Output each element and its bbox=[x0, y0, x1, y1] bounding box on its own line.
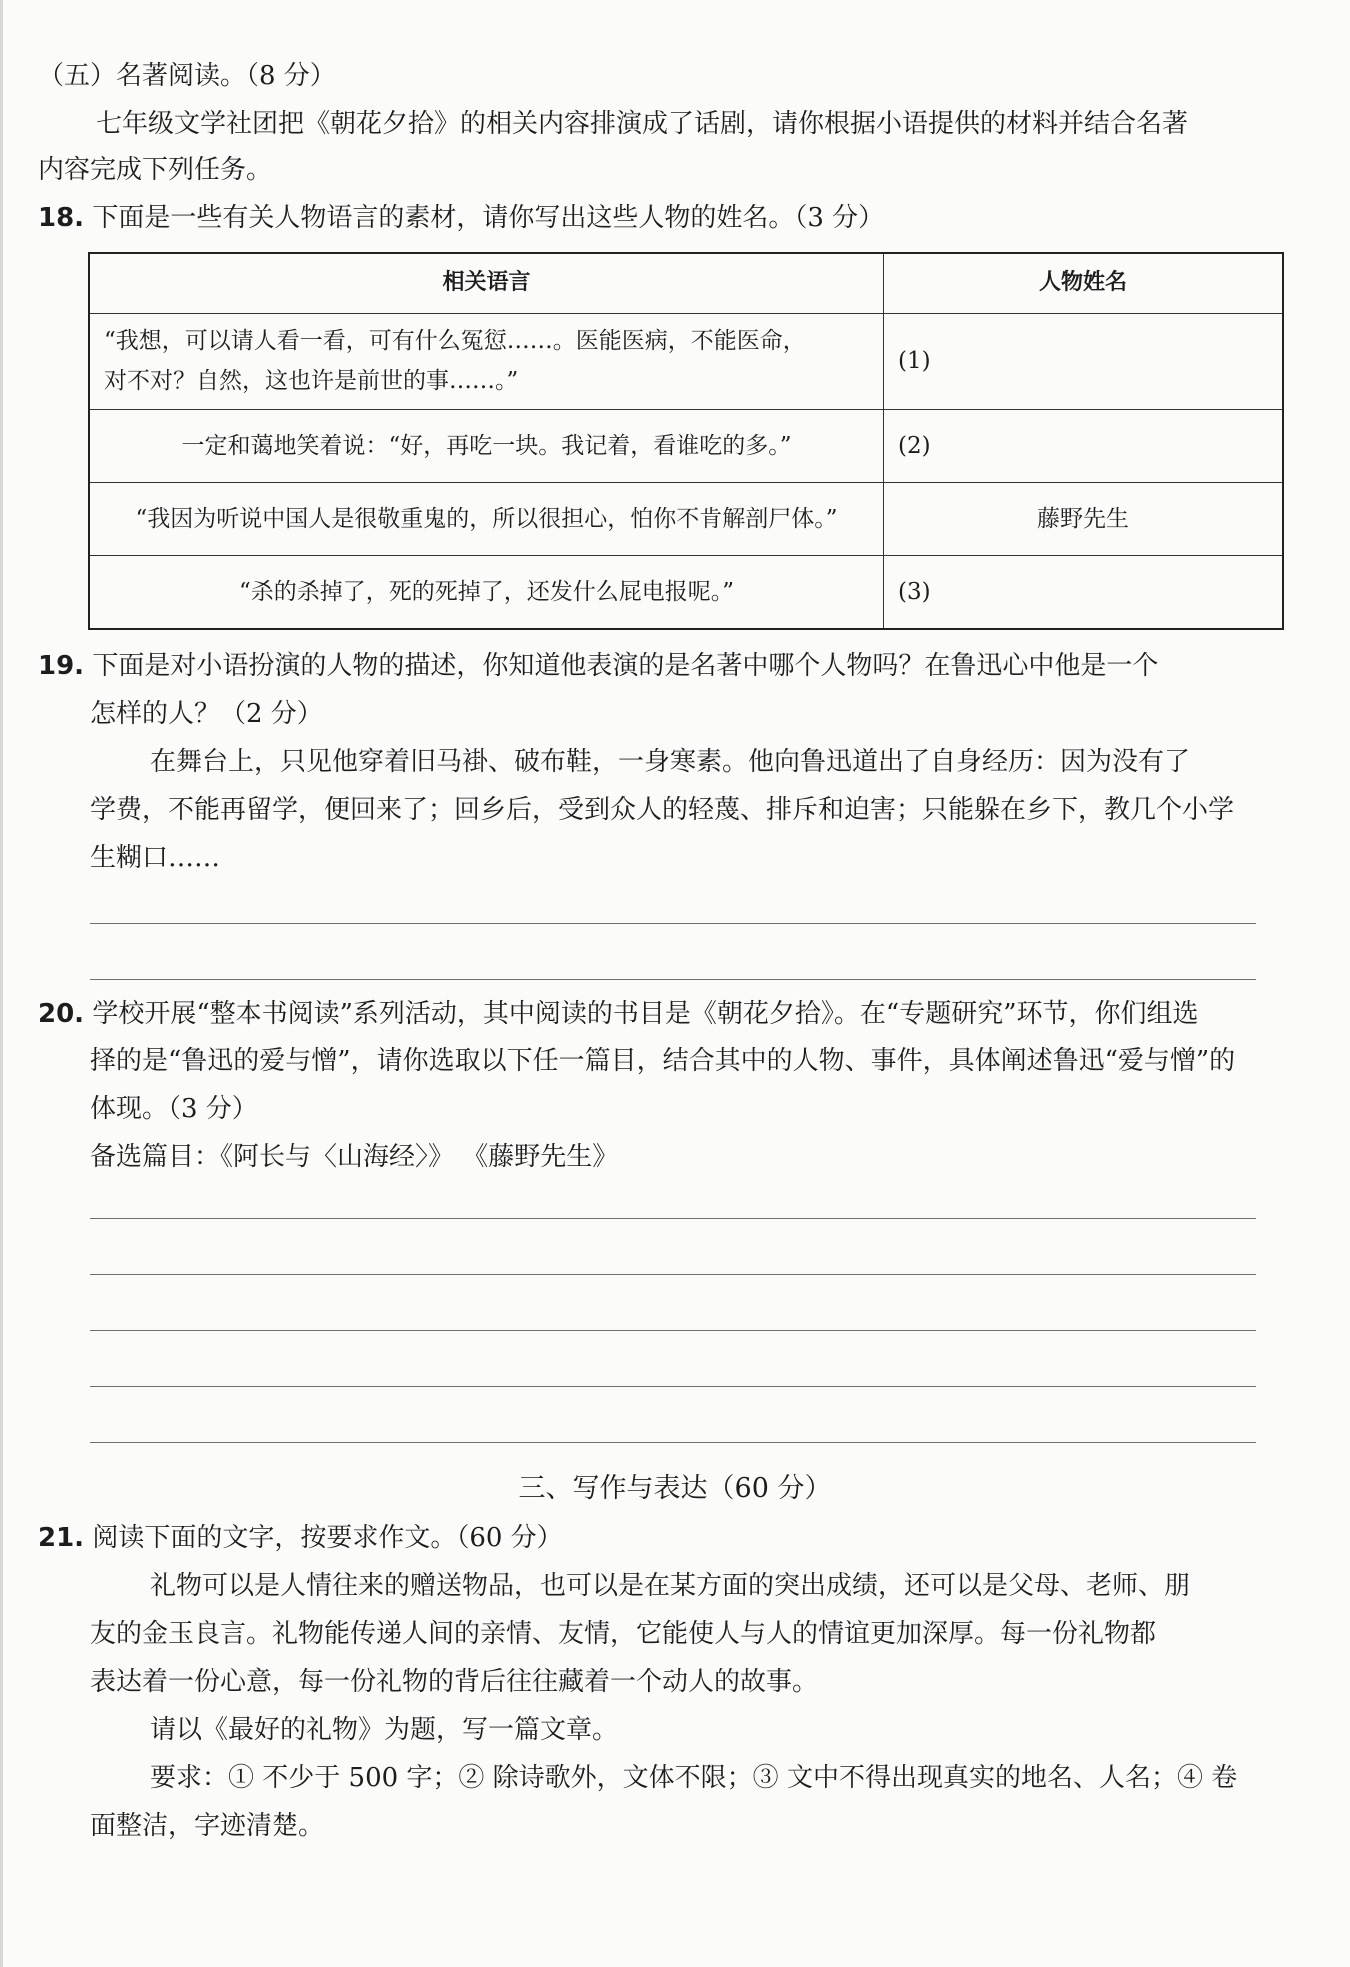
part5-intro-line1: 七年级文学社团把《朝花夕拾》的相关内容排演成了话剧，请你根据小语提供的材料并结合名著 bbox=[96, 109, 1189, 139]
section-3-title: 三、写作与表达（60 分） bbox=[518, 1473, 832, 1504]
q21-requirements-line2: 面整洁，字迹清楚。 bbox=[90, 1811, 325, 1841]
question-21 bbox=[38, 1520, 563, 1556]
name-answer-cell[interactable]: (2) bbox=[884, 409, 1284, 482]
part5-intro-line2: 内容完成下列任务。 bbox=[38, 155, 273, 185]
quote-line: “我想，可以请人看一看，可有什么冤愆……。医能医病，不能医命， bbox=[104, 328, 806, 355]
name-answer-cell[interactable]: (3) bbox=[884, 556, 1284, 629]
q21-passage-line2: 友的金玉良言。礼物能传递人间的亲情、友情，它能使人与人的情谊更加深厚。每一份礼物都 bbox=[90, 1619, 1157, 1649]
table-header-name: 人物姓名 bbox=[884, 253, 1284, 313]
question-18 bbox=[38, 200, 884, 236]
quote-line: 对不对？自然，这也许是前世的事……。” bbox=[104, 368, 519, 395]
question-20 bbox=[38, 996, 1199, 1032]
q21-passage-line1: 礼物可以是人情往来的赠送物品，也可以是在某方面的突出成绩，还可以是父母、老师、朋 bbox=[150, 1571, 1191, 1601]
question-18-number: 18. bbox=[38, 203, 85, 233]
question-20-number: 20. bbox=[38, 999, 85, 1029]
character-quotes-table bbox=[88, 252, 1284, 630]
question-20-line1: 学校开展“整本书阅读”系列活动，其中阅读的书目是《朝花夕拾》。在“专题研究”环节，你们组选 bbox=[92, 999, 1199, 1029]
table-row bbox=[89, 556, 1283, 629]
q19-passage-line3: 生糊口…… bbox=[90, 843, 221, 873]
q20-answer-line[interactable] bbox=[90, 1330, 1256, 1331]
question-19 bbox=[38, 648, 1158, 684]
quote-cell: 一定和蔼地笑着说：“好，再吃一块。我记着，看谁吃的多。” bbox=[89, 409, 884, 482]
q19-passage-line2: 学费，不能再留学，便回来了；回乡后，受到众人的轻蔑、排斥和迫害；只能躲在乡下，教几个小学 bbox=[90, 795, 1235, 825]
question-21-line1: 阅读下面的文字，按要求作文。（60 分） bbox=[92, 1523, 563, 1553]
q20-answer-line[interactable] bbox=[90, 1442, 1256, 1443]
name-answer-cell[interactable]: (1) bbox=[884, 313, 1284, 409]
question-20-line3: 体现。（3 分） bbox=[90, 1094, 258, 1124]
q20-answer-line[interactable] bbox=[90, 1386, 1256, 1387]
question-19-number: 19. bbox=[38, 651, 85, 681]
quote-cell: “杀的杀掉了，死的死掉了，还发什么屁电报呢。” bbox=[89, 556, 884, 629]
question-20-line2: 择的是“鲁迅的爱与憎”，请你选取以下任一篇目，结合其中的人物、事件，具体阐述鲁迅“爱与憎”的 bbox=[90, 1046, 1236, 1076]
q20-options: 备选篇目：《阿长与〈山海经〉》 《藤野先生》 bbox=[90, 1142, 619, 1172]
q20-answer-line[interactable] bbox=[90, 1218, 1256, 1219]
q19-answer-line[interactable] bbox=[90, 979, 1256, 980]
question-19-line1: 下面是对小语扮演的人物的描述，你知道他表演的是名著中哪个人物吗？在鲁迅心中他是一个 bbox=[92, 651, 1159, 681]
question-18-text: 下面是一些有关人物语言的素材，请你写出这些人物的姓名。（3 分） bbox=[92, 203, 885, 233]
q19-answer-line[interactable] bbox=[90, 923, 1256, 924]
table-row bbox=[89, 483, 1283, 556]
q21-requirements-line1: 要求：① 不少于 500 字；② 除诗歌外，文体不限；③ 文中不得出现真实的地名、人名；④ 卷 bbox=[150, 1763, 1238, 1793]
quote-cell: “我因为听说中国人是很敬重鬼的，所以很担心，怕你不肯解剖尸体。” bbox=[89, 483, 884, 556]
name-cell: 藤野先生 bbox=[884, 483, 1284, 556]
table-row bbox=[89, 313, 1283, 409]
quote-cell bbox=[89, 313, 884, 409]
table-row bbox=[89, 409, 1283, 482]
q20-answer-line[interactable] bbox=[90, 1274, 1256, 1275]
q21-prompt: 请以《最好的礼物》为题，写一篇文章。 bbox=[150, 1715, 619, 1745]
question-19-line2: 怎样的人？（2 分） bbox=[90, 699, 323, 729]
part5-heading: （五）名著阅读。（8 分） bbox=[38, 61, 336, 91]
q21-passage-line3: 表达着一份心意，每一份礼物的背后往往藏着一个动人的故事。 bbox=[90, 1667, 819, 1697]
table-header-row bbox=[89, 253, 1283, 313]
question-21-number: 21. bbox=[38, 1523, 85, 1553]
page-edge bbox=[0, 0, 3, 1967]
table-header-quote: 相关语言 bbox=[89, 253, 884, 313]
q19-passage-line1: 在舞台上，只见他穿着旧马褂、破布鞋，一身寒素。他向鲁迅道出了自身经历：因为没有了 bbox=[150, 747, 1191, 777]
